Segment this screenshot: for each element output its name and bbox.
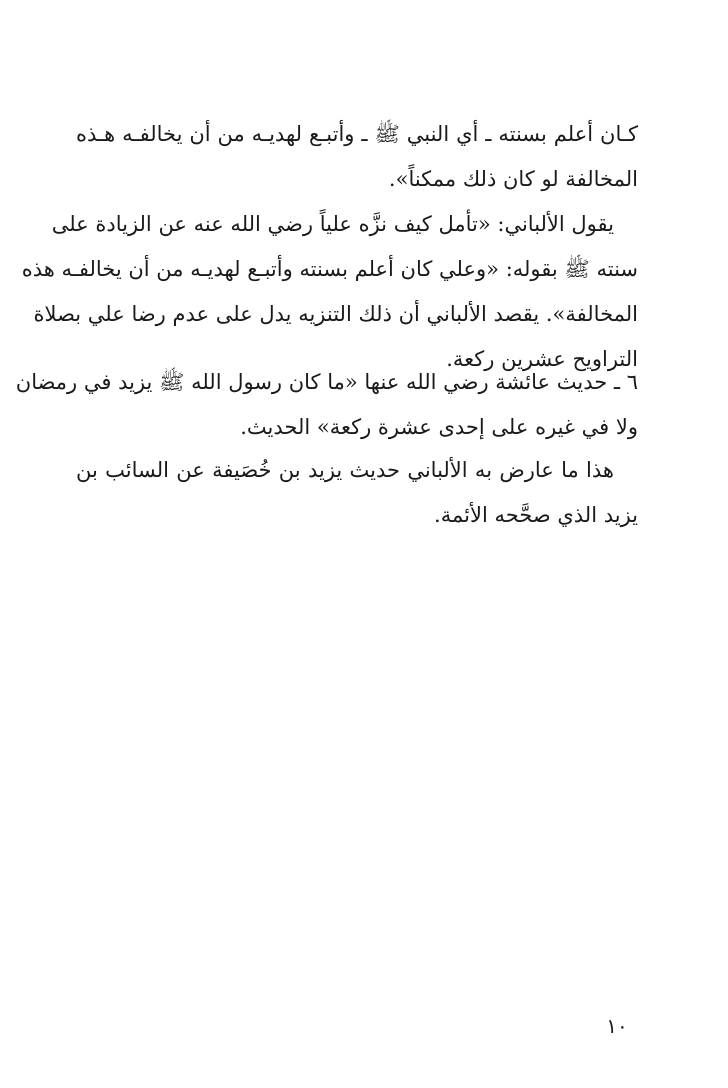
paragraph-aisha-hadith: [15, 360, 638, 450]
paragraph-ali-sunnah: [76, 112, 638, 202]
paragraph-line: يزيد الذي صحَّحه الأئمة.: [434, 503, 638, 527]
paragraph-line: ٦ ـ حديث عائشة رضي الله عنها «ما كان رسول الله ﷺ يزيد في رمضان: [15, 370, 638, 394]
paragraph-line: سنته ﷺ بقوله: «وعلي كان أعلم بسنته وأتبـع لهديـه من أن يخالفـه هذه: [21, 257, 638, 281]
paragraph-line: هذا ما عارض به الألباني حديث يزيد بن خُصَيفة عن السائب بن: [76, 458, 614, 482]
paragraph-line: كـان أعلم بسنته ـ أي النبي ﷺ ـ وأتبـع لهديـه من أن يخالفـه هـذه: [76, 122, 638, 146]
paragraph-line: المخالفة». يقصد الألباني أن ذلك التنزيه يدل على عدم رضا علي بصلاة: [33, 302, 638, 326]
paragraph-line: التراويح عشرين ركعة.: [446, 347, 638, 371]
paragraph-line: ولا في غيره على إحدى عشرة ركعة» الحديث.: [240, 415, 638, 439]
page-number: ١٠: [606, 1014, 628, 1038]
paragraph-line: يقول الألباني: «تأمل كيف نزَّه علياً رضي الله عنه عن الزيادة على: [51, 212, 614, 236]
paragraph-albani-quote: [21, 202, 638, 382]
paragraph-yazid-hadith: [76, 448, 638, 538]
paragraph-line: المخالفة لو كان ذلك ممكناً».: [388, 167, 638, 191]
